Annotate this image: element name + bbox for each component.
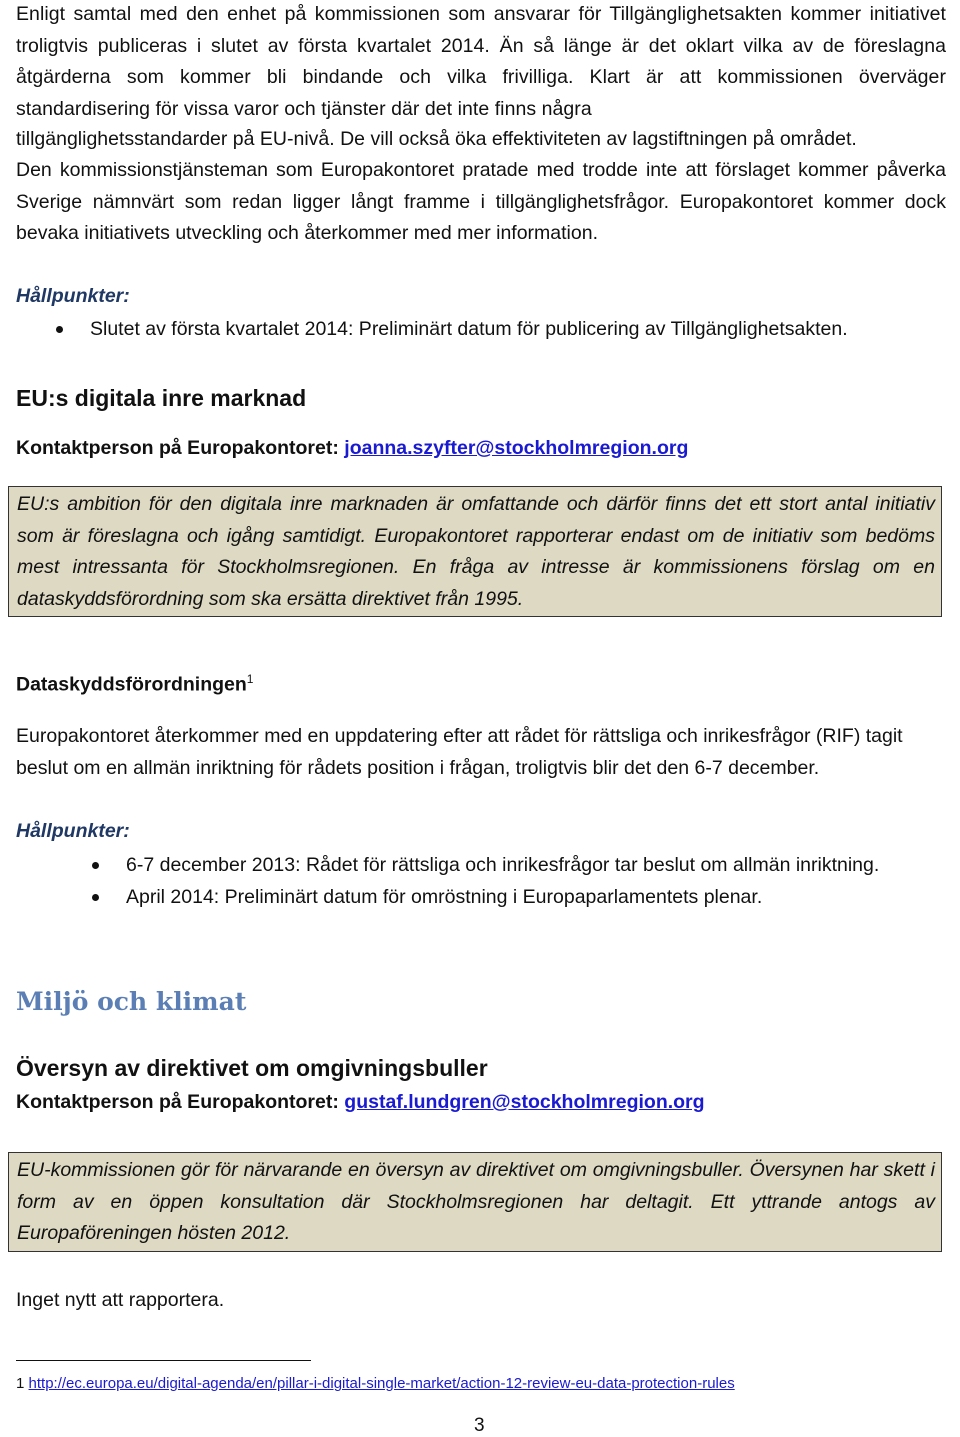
contact-label: Kontaktperson på Europakontoret:	[16, 437, 345, 459]
intro-paragraph-2: tillgänglighetsstandarder på EU-nivå. De vill också öka effektiviteten av lagstiftningen på området.	[16, 128, 857, 150]
intro-paragraph-1: Enligt samtal med den enhet på kommissionen som ansvarar för Tillgänglighetsakten kommer initiativet troligtvis publiceras i slutet av första kvartalet 2014. Än så länge är det oklart vilka av de föreslagna åtgärderna som kommer bli bindande och vilka frivilliga. Klart är att kommissionen överväger standardisering för vissa varor och tjänster där det inte finns några	[16, 3, 946, 120]
footnote-link[interactable]: http://ec.europa.eu/digital-agenda/en/pillar-i-digital-single-market/action-12-review-eu-data-protection-rules	[28, 1375, 735, 1392]
page-number: 3	[474, 1415, 485, 1436]
list-item	[16, 313, 946, 345]
highlight-box-digital	[8, 486, 942, 617]
main-heading-miljo: Miljö och klimat	[16, 987, 247, 1016]
contact-line-miljo	[16, 1091, 705, 1114]
bullet-icon	[92, 862, 99, 869]
hallpunkter-label-2: Hållpunkter:	[16, 820, 130, 842]
status-text: Inget nytt att rapportera.	[16, 1289, 225, 1311]
contact-email-link[interactable]: gustaf.lundgren@stockholmregion.org	[344, 1091, 705, 1113]
hallpunkter-label-1: Hållpunkter:	[16, 285, 130, 307]
contact-email-link[interactable]: joanna.szyfter@stockholmregion.org	[344, 437, 689, 459]
box-text: EU-kommissionen gör för närvarande en översyn av direktivet om omgivningsbuller. Översynen har skett i form av en öppen konsultation där Stockholmsregionen har deltagit. Ett yttrande antogs av Europaföreningen hösten 2012.	[17, 1159, 935, 1244]
hallpunkter-list-1	[16, 313, 946, 345]
contact-label: Kontaktperson på Europakontoret:	[16, 1091, 345, 1113]
hallpunkter-list-2	[16, 849, 946, 913]
highlight-box-miljo	[8, 1152, 942, 1252]
list-item-text: April 2014: Preliminärt datum för omröstning i Europaparlamentets plenar.	[126, 886, 763, 908]
footnote	[16, 1375, 735, 1392]
subsection-title-dataskydd	[16, 672, 253, 697]
section-title-digital: EU:s digitala inre marknad	[16, 385, 307, 411]
box-text: EU:s ambition för den digitala inre marknaden är omfattande och därför finns det ett stort antal initiativ som är föreslagna och igång samtidigt. Europakontoret rapporterar endast om de initiativ som bedöms mest intressanta för Stockholmsregionen. En fråga av intresse är kommissionens förslag om en dataskyddsförordning som ska ersätta direktivet från 1995.	[17, 493, 935, 610]
list-item-text: 6-7 december 2013: Rådet för rättsliga och inrikesfrågor tar beslut om allmän inriktning.	[126, 854, 880, 876]
list-item-text: Slutet av första kvartalet 2014: Preliminärt datum för publicering av Tillgänglighetsakten.	[90, 318, 848, 340]
list-item	[16, 881, 946, 913]
footnote-ref[interactable]: 1	[246, 672, 254, 686]
list-item	[16, 849, 946, 881]
footnote-divider	[16, 1360, 311, 1361]
contact-line-digital	[16, 437, 688, 460]
section-title-buller: Översyn av direktivet om omgivningsbuller	[16, 1055, 488, 1081]
subsection-title-text: Dataskyddsförordningen	[16, 673, 247, 696]
bullet-icon	[92, 894, 99, 901]
footnote-number: 1	[16, 1375, 25, 1392]
dataskydd-paragraph: Europakontoret återkommer med en uppdatering efter att rådet för rättsliga och inrikesfrågor (RIF) tagit beslut om en allmän inriktning för rådets position i frågan, troligtvis blir det den 6-7 december.	[16, 725, 903, 779]
intro-paragraph-3: Den kommissionstjänsteman som Europakontoret pratade med trodde inte att förslaget kommer påverka Sverige nämnvärt som redan ligger långt framme i tillgänglighetsfrågor. Europakontoret kommer dock bevaka initiativets utveckling och återkommer med mer information.	[16, 159, 946, 244]
bullet-icon	[56, 326, 63, 333]
